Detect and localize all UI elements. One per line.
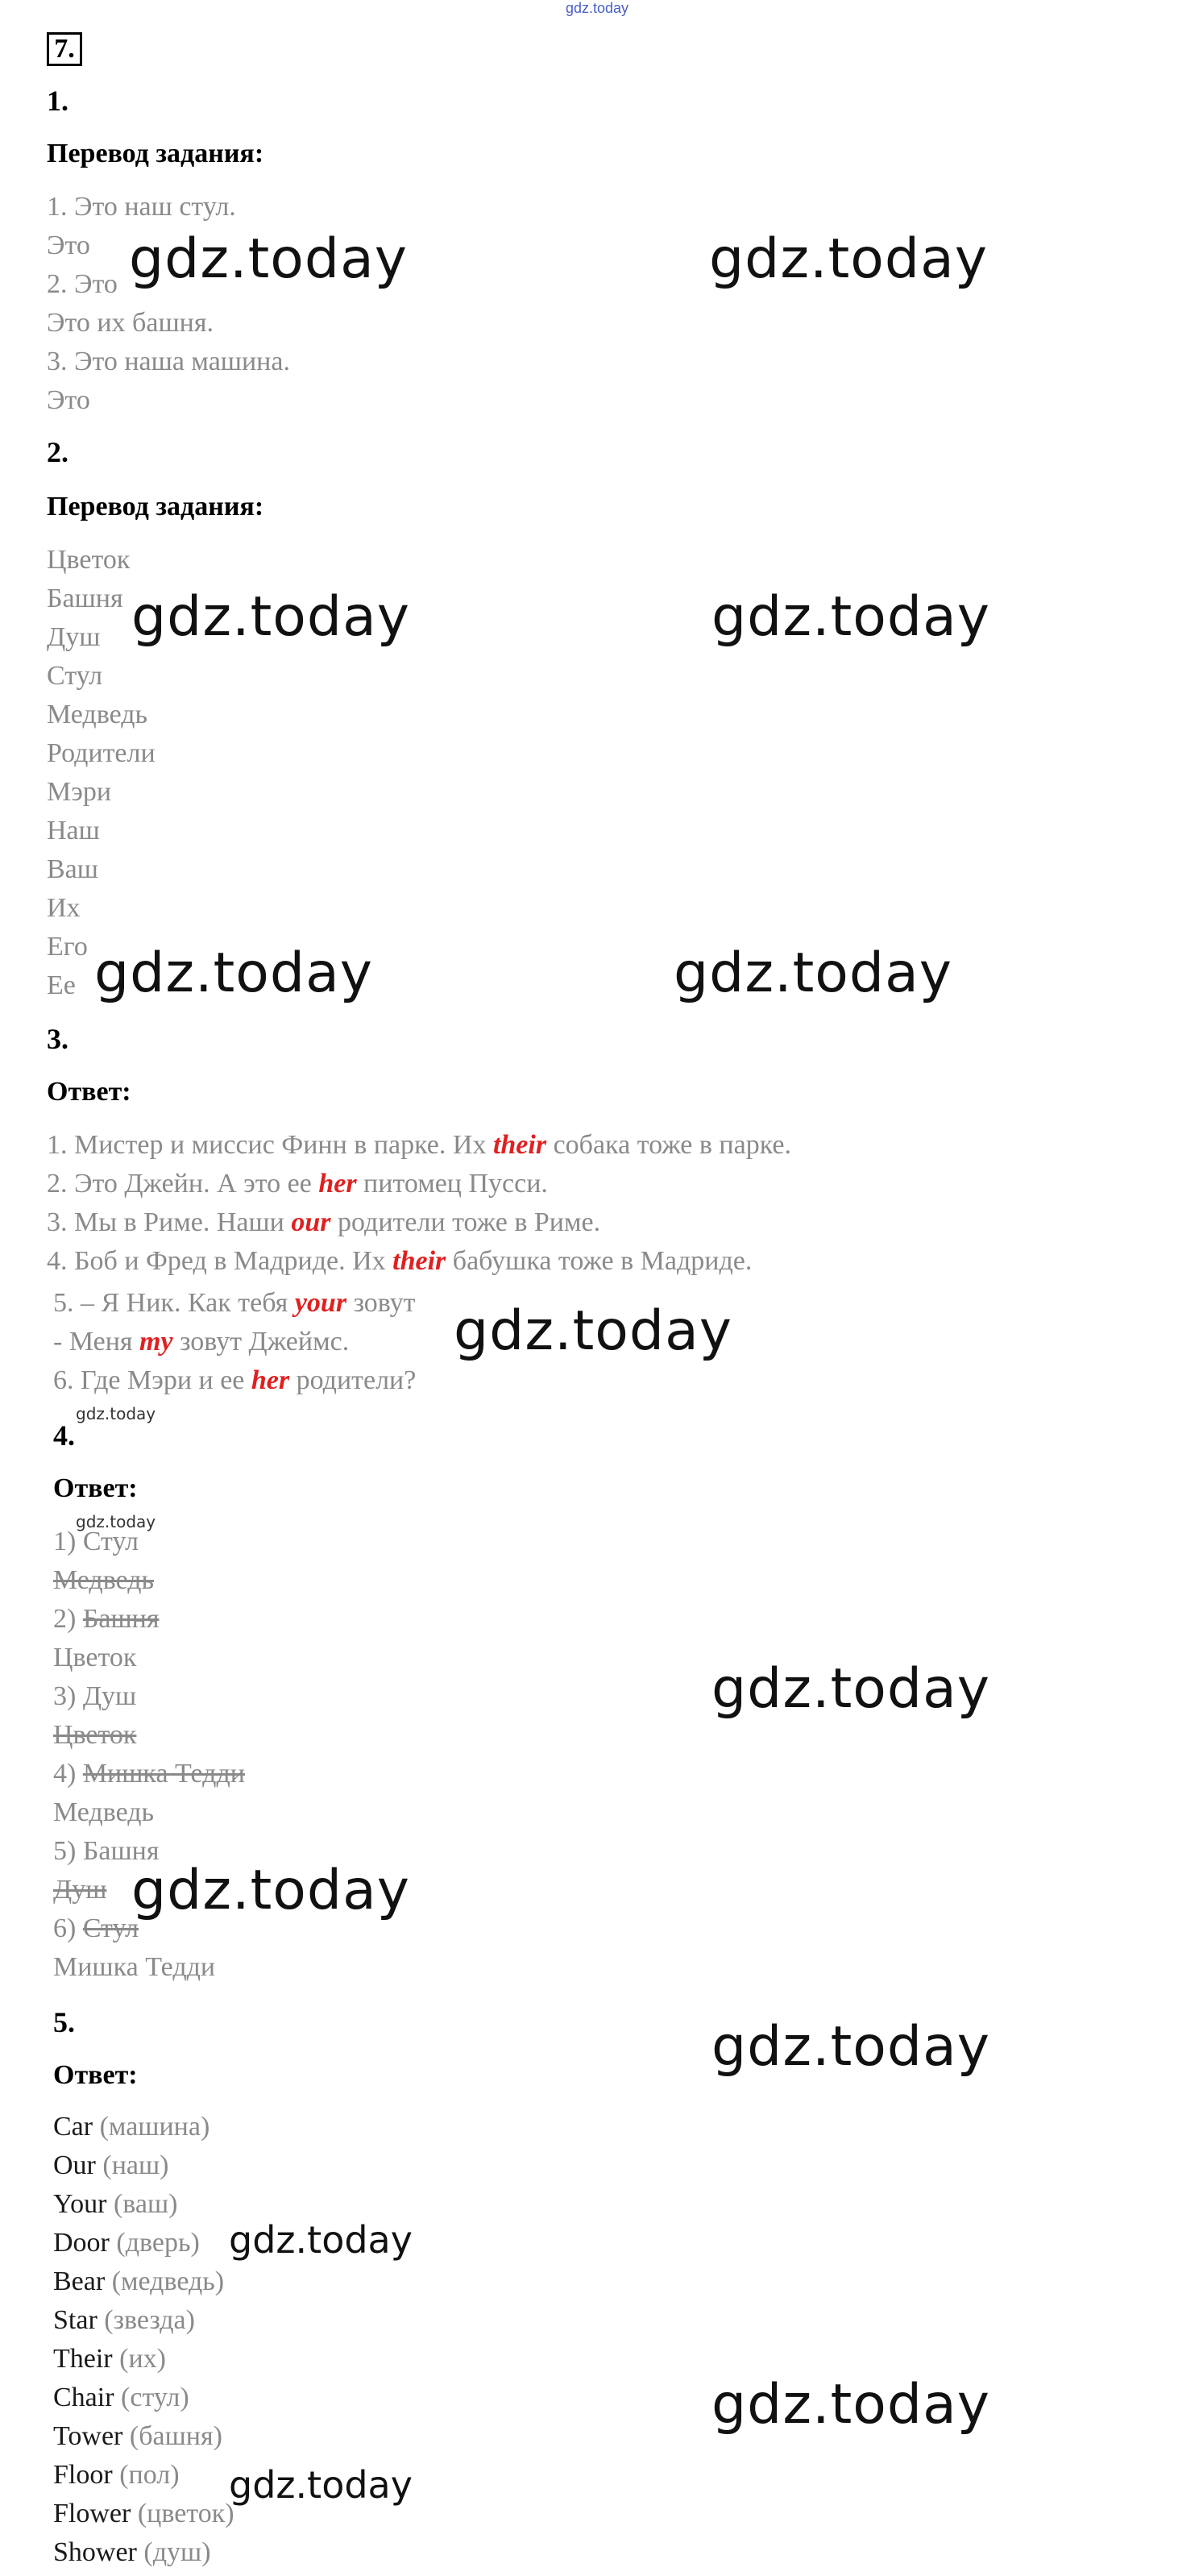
russian-translation: (дверь): [109, 2228, 200, 2258]
english-word: Their: [53, 2344, 113, 2374]
watermark: gdz.today: [711, 2015, 990, 2079]
russian-translation: (ваш): [106, 2189, 178, 2219]
section-2-number: 2.: [47, 436, 68, 468]
watermark: gdz.today: [229, 2218, 413, 2262]
section-1-header: Перевод задания:: [47, 139, 264, 168]
s4-item-number: 6): [53, 1913, 83, 1943]
english-word: Chair: [53, 2383, 114, 2412]
s3-line-4: 4. Боб и Фред в Мадриде. Их their бабушка тоже в Мадриде.: [47, 1246, 753, 1276]
s5-word-row: [53, 2266, 224, 2297]
english-word: Car: [53, 2112, 93, 2142]
s4-item: [53, 1913, 139, 1944]
watermark: gdz.today: [131, 1859, 410, 1922]
section-3-header: Ответ:: [47, 1077, 131, 1107]
section-2-header: Перевод задания:: [47, 492, 264, 521]
s4-item: [53, 1565, 154, 1596]
s5-word-row: [53, 2344, 166, 2374]
english-word: Flower: [53, 2499, 131, 2528]
answer-word: your: [294, 1288, 347, 1318]
s5-word-row: [53, 2228, 200, 2258]
russian-translation: (башня): [122, 2421, 222, 2451]
s3-line-1: 1. Мистер и миссис Финн в парке. Их their собака тоже в парке.: [47, 1130, 791, 1160]
s3-line-5: 5. – Я Ник. Как тебя your зовут: [53, 1288, 416, 1318]
s4-item: [53, 1604, 159, 1635]
russian-translation: (цветок): [131, 2499, 234, 2528]
s5-word-row: [53, 2150, 169, 2181]
s5-word-row: [53, 2189, 178, 2220]
russian-translation: (звезда): [97, 2305, 195, 2335]
answer-word: their: [492, 1130, 547, 1160]
s1-line: Это их башня.: [47, 308, 214, 338]
s1-line: 1. Это наш стул.: [47, 192, 236, 222]
english-word: Door: [53, 2228, 110, 2258]
s4-item-struck: Цветок: [53, 1720, 137, 1750]
s2-line: Медведь: [47, 700, 148, 729]
s2-line: Родители: [47, 738, 156, 768]
s3-line-6: - Меня my зовут Джеймс.: [53, 1327, 350, 1357]
answer-word: my: [139, 1327, 173, 1357]
exercise-number: 7.: [47, 32, 82, 66]
site-link[interactable]: gdz.today: [566, 0, 629, 16]
russian-translation: (стул): [114, 2383, 189, 2412]
watermark: gdz.today: [131, 585, 410, 649]
russian-translation: (душ): [136, 2537, 211, 2567]
s2-line: Цветок: [47, 545, 131, 575]
s2-line: Его: [47, 932, 88, 962]
s5-word-row: [53, 2383, 189, 2413]
english-word: Our: [53, 2150, 96, 2180]
s4-item-number: 3): [53, 1681, 83, 1711]
s3-line-2: 2. Это Джейн. А это ее her питомец Пусси.: [47, 1169, 548, 1199]
s4-item-struck: Медведь: [53, 1565, 155, 1595]
s4-item: [53, 1797, 154, 1828]
s4-item-text: Башня: [82, 1836, 160, 1866]
watermark: gdz.today: [229, 2463, 413, 2507]
english-word: Star: [53, 2305, 97, 2335]
s5-word-row: [53, 2499, 234, 2529]
s4-item: [53, 1759, 245, 1789]
s4-item: [53, 1681, 136, 1712]
s1-line: 2. Это: [47, 269, 118, 299]
s5-word-row: [53, 2537, 211, 2568]
s5-word-row: [53, 2421, 222, 2452]
s2-line: Мэри: [47, 777, 112, 807]
s4-item-struck: Душ: [53, 1875, 107, 1905]
s2-line: Наш: [47, 816, 100, 846]
s4-item-struck: Башня: [82, 1604, 160, 1634]
watermark: gdz.today: [711, 585, 990, 649]
s4-item: [53, 1952, 215, 1983]
s4-item-number: 5): [53, 1836, 83, 1866]
s4-item: [53, 1875, 106, 1905]
russian-translation: (их): [112, 2344, 166, 2374]
s4-item-text: Мишка Тедди: [53, 1952, 216, 1982]
section-4-number: 4.: [53, 1419, 75, 1452]
watermark: gdz.today: [674, 941, 952, 1005]
russian-translation: (пол): [112, 2460, 180, 2490]
watermark: gdz.today: [76, 1512, 156, 1531]
watermark: gdz.today: [711, 2373, 990, 2437]
s5-word-row: [53, 2305, 195, 2336]
s2-line: Душ: [47, 622, 101, 652]
s1-line: Это: [47, 231, 90, 260]
russian-translation: (медведь): [105, 2266, 225, 2296]
s4-item-text: Медведь: [53, 1797, 155, 1827]
s4-item-number: 2): [53, 1604, 83, 1634]
watermark: gdz.today: [709, 227, 988, 291]
s3-line-7: 6. Где Мэри и ее her родители?: [53, 1365, 417, 1395]
s2-line: Стул: [47, 661, 103, 691]
english-word: Tower: [53, 2421, 123, 2451]
watermark: gdz.today: [94, 941, 373, 1005]
russian-translation: (наш): [95, 2150, 169, 2180]
s5-word-row: [53, 2112, 209, 2142]
english-word: Bear: [53, 2266, 106, 2296]
russian-translation: (машина): [93, 2112, 210, 2142]
section-4-header: Ответ:: [53, 1473, 138, 1503]
english-word: Your: [53, 2189, 107, 2219]
answer-word: her: [251, 1365, 290, 1395]
answer-word: their: [392, 1246, 446, 1276]
s4-item-struck: Стул: [82, 1913, 139, 1943]
s2-line: Башня: [47, 584, 123, 613]
english-word: Shower: [53, 2537, 137, 2567]
english-word: Floor: [53, 2460, 113, 2490]
watermark: gdz.today: [454, 1299, 732, 1363]
watermark: gdz.today: [129, 227, 408, 291]
s5-word-row: [53, 2460, 180, 2491]
s3-line-3: 3. Мы в Риме. Наши our родители тоже в Риме.: [47, 1207, 601, 1237]
answer-word: our: [291, 1207, 331, 1237]
s4-item-text: Стул: [82, 1527, 139, 1556]
s4-item-struck: Мишка Тедди: [82, 1759, 245, 1789]
section-3-number: 3.: [47, 1023, 68, 1055]
s1-line: 3. Это наша машина.: [47, 347, 290, 376]
s4-item-text: Цветок: [53, 1643, 137, 1672]
watermark: gdz.today: [76, 1404, 156, 1423]
s4-item: [53, 1643, 136, 1673]
s4-item-text: Душ: [82, 1681, 137, 1711]
watermark: gdz.today: [711, 1657, 990, 1721]
answer-word: her: [318, 1169, 357, 1199]
s2-line: Их: [47, 893, 81, 923]
s4-item-number: 1): [53, 1527, 83, 1556]
s2-line: Ваш: [47, 854, 98, 884]
section-5-number: 5.: [53, 2006, 75, 2038]
s4-item-number: 4): [53, 1759, 83, 1789]
s1-line: Это: [47, 385, 90, 415]
section-1-number: 1.: [47, 85, 68, 117]
s4-item: [53, 1720, 136, 1751]
s2-line: Ее: [47, 970, 76, 1000]
section-5-header: Ответ:: [53, 2060, 138, 2090]
